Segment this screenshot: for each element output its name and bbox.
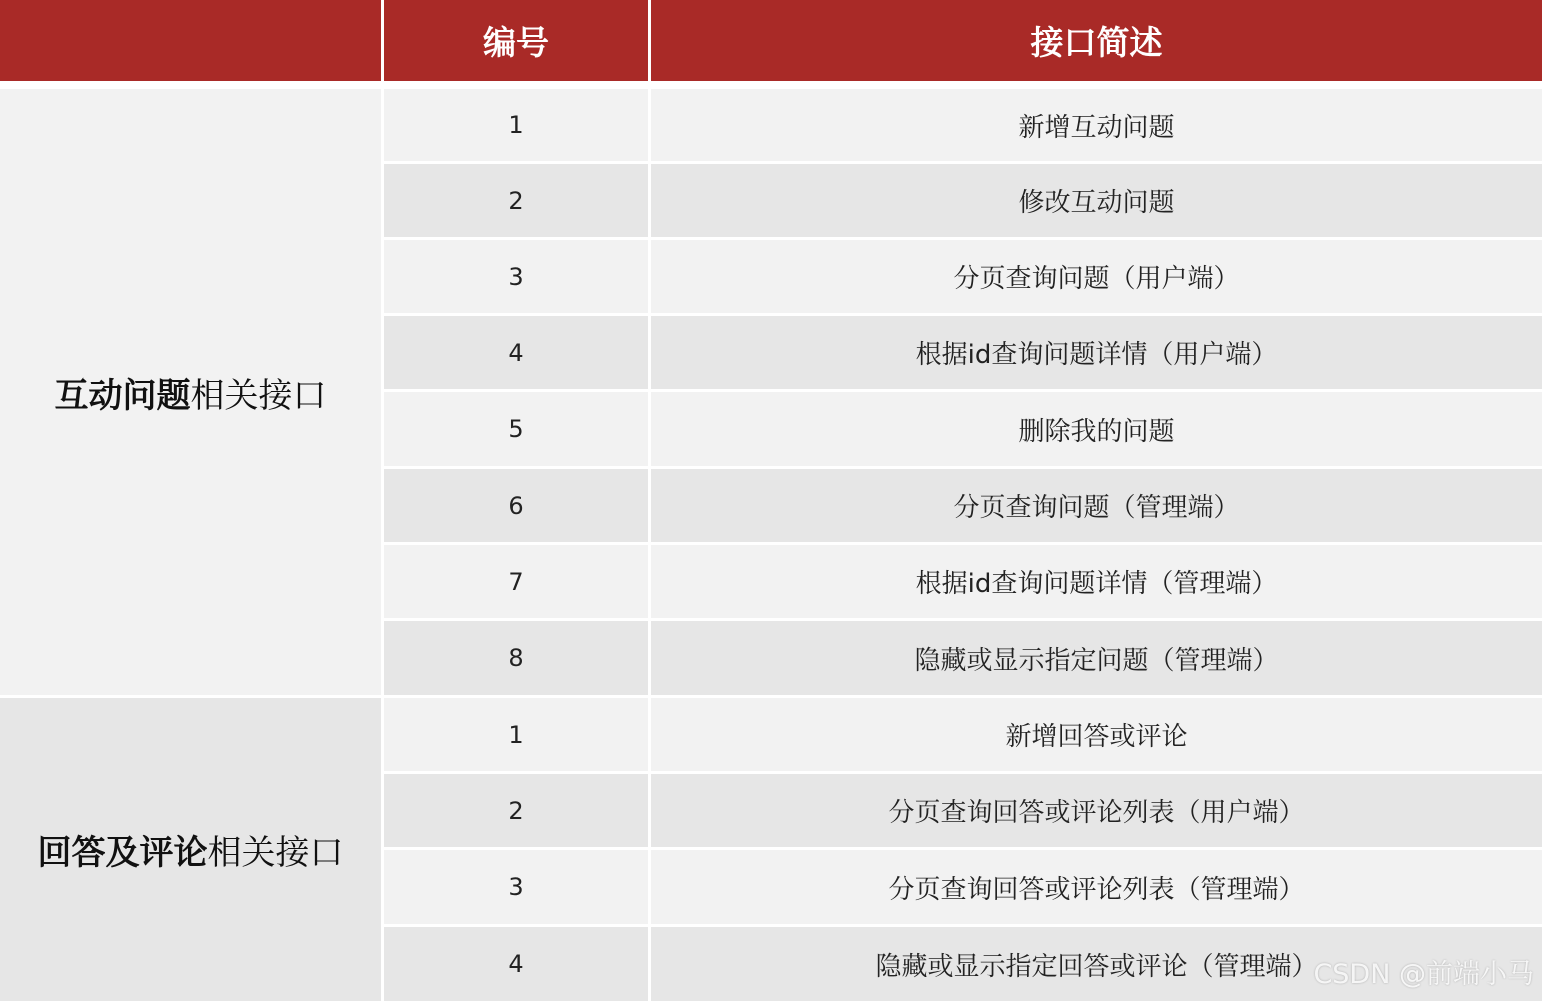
row-number: 7 [384,545,648,618]
row-number: 3 [384,240,648,313]
row-number: 1 [384,698,648,771]
row-description: 分页查询回答或评论列表（用户端） [651,774,1542,847]
row-number: 3 [384,850,648,924]
row-number: 6 [384,469,648,542]
group-label-bold: 回答及评论 [37,833,208,873]
row-number: 1 [384,89,648,161]
row-description: 新增互动问题 [651,89,1542,161]
row-description: 根据id查询问题详情（管理端） [651,545,1542,618]
group-label-rest: 相关接口 [190,375,327,416]
header-cell-empty [0,0,381,81]
row-description: 隐藏或显示指定问题（管理端） [651,621,1542,695]
group-label-bold: 互动问题 [54,375,191,416]
row-description: 分页查询问题（用户端） [651,240,1542,313]
row-description: 新增回答或评论 [651,698,1542,771]
row-description: 删除我的问题 [651,392,1542,466]
group-label-reply-apis [0,698,381,1001]
header-cell-description: 接口简述 [651,0,1542,81]
group-label-question-apis [0,89,381,695]
row-number: 5 [384,392,648,466]
row-description: 根据id查询问题详情（用户端） [651,316,1542,389]
row-number: 4 [384,927,648,1001]
row-description: 分页查询问题（管理端） [651,469,1542,542]
row-description: 隐藏或显示指定回答或评论（管理端） [651,927,1542,1001]
row-number: 4 [384,316,648,389]
watermark-text: CSDN @前端小马 [1313,959,1534,990]
row-description: 分页查询回答或评论列表（管理端） [651,850,1542,924]
row-number: 8 [384,621,648,695]
row-number: 2 [384,774,648,847]
row-description: 修改互动问题 [651,164,1542,237]
group-label-rest: 相关接口 [207,833,344,873]
row-number: 2 [384,164,648,237]
header-cell-number: 编号 [384,0,648,81]
